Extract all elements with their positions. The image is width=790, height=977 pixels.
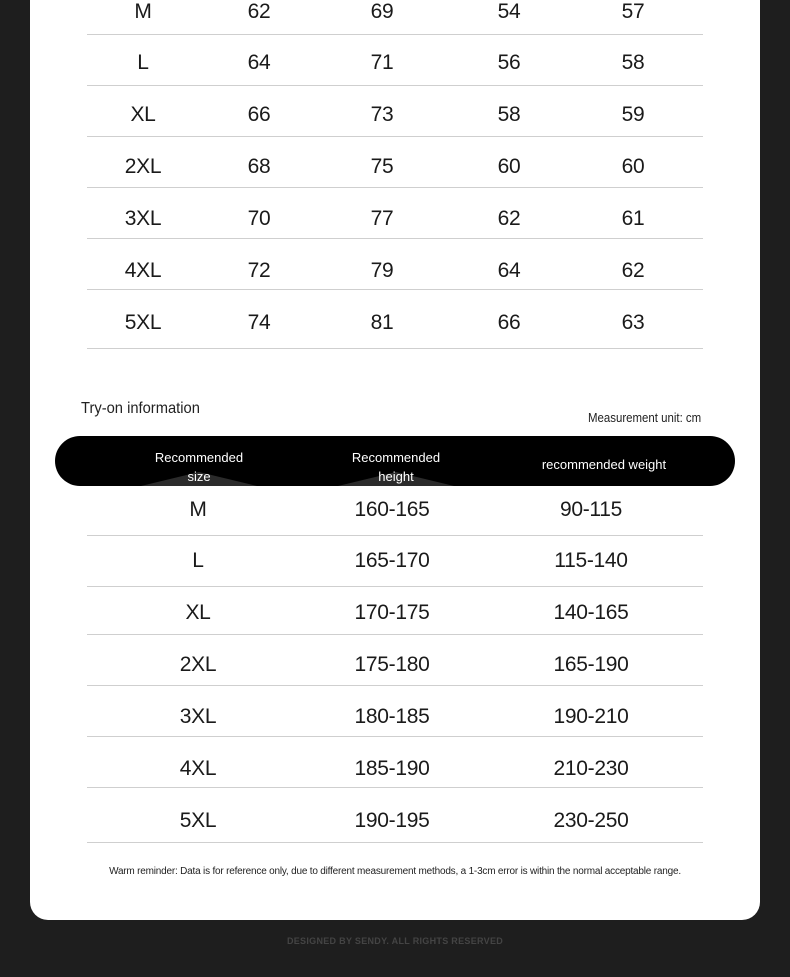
weight-cell: 165-190 [553,653,629,676]
weight-cell: 140-165 [553,601,629,624]
table-row [87,86,703,137]
height-cell: 185-190 [354,757,430,780]
value-cell: 64 [247,51,271,74]
value-cell: 60 [621,155,645,178]
measurement-unit: Measurement unit: cm [588,410,702,425]
table-row [87,290,703,349]
size-cell: 2XL [124,155,162,178]
measurement-table [87,0,703,349]
value-cell: 59 [621,103,645,126]
value-cell: 61 [621,207,645,230]
table-row [87,686,703,737]
value-cell: 66 [247,103,271,126]
value-cell: 56 [497,51,521,74]
height-cell: 160-165 [354,498,430,521]
value-cell: 62 [247,0,271,23]
size-cell: 3XL [124,207,162,230]
value-cell: 77 [370,207,394,230]
weight-cell: 90-115 [559,498,623,521]
table-row [87,536,703,587]
value-cell: 72 [247,259,271,282]
header-label: size [187,469,211,484]
weight-cell: 115-140 [554,549,628,572]
value-cell: 62 [497,207,521,230]
size-cell: 5XL [179,809,217,832]
value-cell: 71 [370,51,394,74]
value-cell: 58 [497,103,521,126]
height-cell: 175-180 [354,653,430,676]
table-row [87,486,703,536]
table-row [87,137,703,188]
tryon-header-bar [55,436,735,486]
value-cell: 62 [621,259,645,282]
header-label: Recommended [351,450,441,465]
size-cell: 4XL [124,259,162,282]
warm-reminder: Warm reminder: Data is for reference only, due to different measurement methods, a 1-3cm error is within the normal acceptable range. [109,866,681,877]
tryon-table [87,486,703,843]
value-cell: 81 [370,311,394,334]
table-row [87,635,703,686]
section-title: Try-on information [81,400,200,417]
size-cell: M [189,498,207,521]
value-cell: 70 [247,207,271,230]
value-cell: 63 [621,311,645,334]
header-recommended-size [149,448,249,486]
weight-cell: 230-250 [553,809,629,832]
header-label: height [378,469,414,484]
table-row [87,587,703,635]
size-cell: L [192,549,204,572]
size-cell: 3XL [179,705,217,728]
table-row [87,0,703,35]
table-row [87,188,703,239]
header-recommended-weight: recommended weight [541,457,667,472]
size-cell: XL [130,103,156,126]
value-cell: 58 [621,51,645,74]
value-cell: 69 [370,0,394,23]
table-row [87,788,703,843]
size-chart-card [30,0,760,920]
size-cell: M [134,0,152,23]
weight-cell: 190-210 [553,705,629,728]
table-row [87,35,703,86]
value-cell: 75 [370,155,394,178]
height-cell: 170-175 [354,601,430,624]
table-row [87,239,703,290]
size-cell: 4XL [179,757,217,780]
value-cell: 68 [247,155,271,178]
value-cell: 57 [621,0,645,23]
weight-cell: 210-230 [553,757,629,780]
value-cell: 74 [247,311,271,334]
value-cell: 54 [497,0,521,23]
size-cell: XL [185,601,211,624]
value-cell: 73 [370,103,394,126]
size-cell: 2XL [179,653,217,676]
height-cell: 190-195 [354,809,430,832]
value-cell: 66 [497,311,521,334]
header-recommended-height [346,448,446,486]
table-row [87,737,703,788]
value-cell: 64 [497,259,521,282]
value-cell: 60 [497,155,521,178]
value-cell: 79 [370,259,394,282]
height-cell: 180-185 [354,705,430,728]
copyright-footer: DESIGNED BY SENDY. ALL RIGHTS RESERVED [286,936,504,946]
header-label: Recommended [154,450,244,465]
size-cell: 5XL [124,311,162,334]
height-cell: 165-170 [354,549,430,572]
size-cell: L [137,51,149,74]
